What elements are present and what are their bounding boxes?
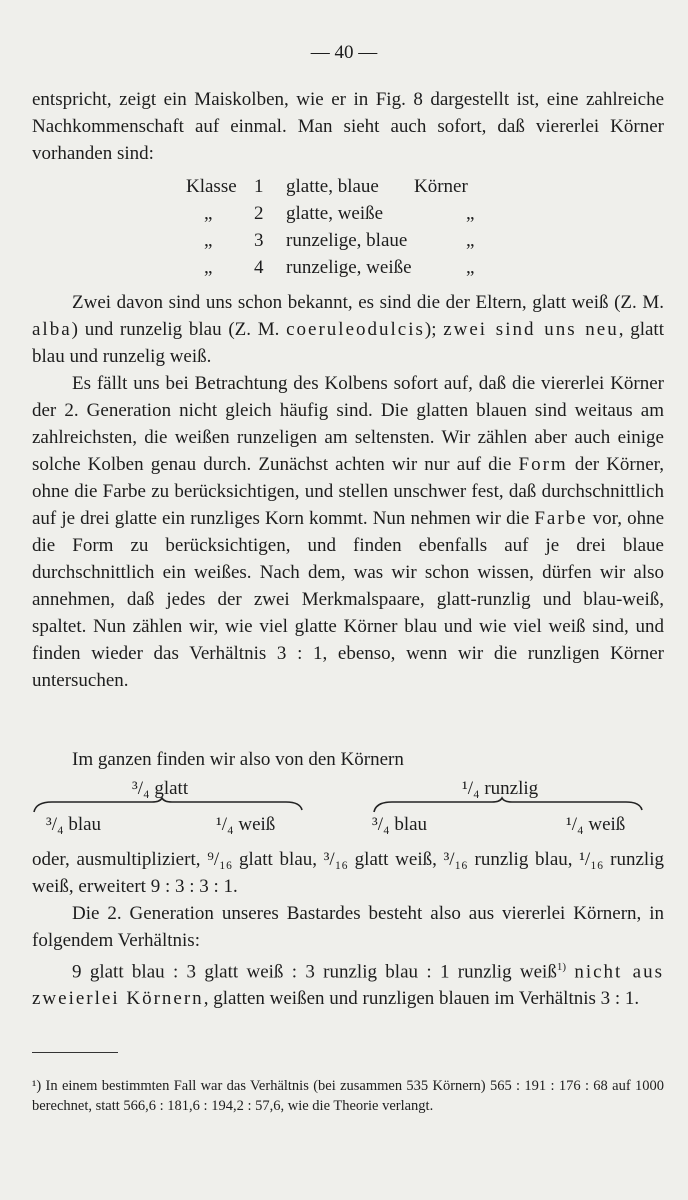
klasse-row [186,200,506,227]
klasse-noun: „ [466,257,475,278]
paragraph-multiplied: oder, ausmultipliziert, ⁹/₁₆ glatt blau, ³/₁₆ glatt weiß, ³/₁₆ runzlig blau, ¹/₁₆ runzlig weiß, erweitert 9 : 3 : 3 : 1. [32,849,664,897]
klasse-number: 1 [254,176,264,197]
klasse-noun: „ [466,230,475,251]
spaced-term: alba [32,319,72,340]
klasse-description: glatte, weiße [286,203,384,224]
footnote-text: In einem bestimmten Fall war das Verhältnis (bei zusammen 535 Körnern) 565 : 191 : 176 : 68 auf 1000 berechnet, statt 566,6 : 181,6 : 194,2 : 57,6, wie die Theorie verlangt. [32,1078,664,1114]
paragraph-counting [32,370,664,694]
klasse-noun: „ [466,203,475,224]
klasse-description: runzelige, weiße [286,257,412,278]
text-run: , glatt blau und runzelig weiß. [32,319,664,367]
klasse-noun: Körner [414,176,468,197]
klasse-list [186,173,506,281]
paragraph-parents [32,289,664,370]
paragraph-generation: Die 2. Generation unseres Bastardes besteht also aus viererlei Körnern, in folgendem Verhältnis: [32,903,664,951]
spaced-term: zwei sind uns neu [443,319,619,340]
spaced-term: Form [518,454,568,475]
spaced-term: Farbe [534,508,588,529]
page-number: — 40 — [310,42,378,63]
scheme-runzlig-blau: ³/₄ blau [372,814,428,835]
klasse-row [186,254,506,281]
footnote-ref: 1) [556,961,567,973]
ratio-scheme [32,778,664,842]
footnote-divider [32,1052,118,1053]
klasse-row [186,173,506,200]
spaced-term: nicht aus zweierlei Körnern [32,961,664,1010]
text-run: , glatten weißen und runzligen blauen im Verhältnis 3 : 1. [203,988,640,1010]
text-run: ); [424,319,444,340]
klasse-label: „ [204,230,213,251]
text-run: vor, ohne die Form zu berücksichtigen, und finden ebenfalls auf je drei blaue durchschnittlich ein weißes. Nach dem, was wir schon wissen, dürfen wir also annehmen, daß jedes der zwei Merkmalspaare, glatt-runzlig und blau-weiß, spaltet. Nun zählen wir, wie viel glatte Körner blau und wie viel weiß sind, und finden wieder das Verhältnis 3 : 1, ebenso, wenn wir die runzligen Körner untersuchen. [32,508,664,691]
footnote-mark: ¹) [32,1078,42,1094]
text-run: der Körner, ohne die Farbe zu berücksichtigen, und stellen unschwer fest, daß durchschnittlich auf je drei glatte ein runzliges Korn kommt. Nun nehmen wir die [32,454,665,529]
text-run: 9 glatt blau : 3 glatt weiß : 3 runzlig blau : 1 runzlig weiß [72,961,557,983]
paragraph-intro: entspricht, zeigt ein Maiskolben, wie er in Fig. 8 dargestellt ist, eine zahlreiche Nachkommenschaft auf einmal. Man sieht auch sofort, daß viererlei Körner vorhanden sind: [32,89,664,164]
text-run: Es fällt uns bei Betrachtung des Kolbens sofort auf, daß die viererlei Körner der 2. Generation nicht gleich häufig sind. Die glatten blauen sind weitaus am zahlreichsten, die weißen runzeligen am seltensten. Wir zählen aber auch einige solche Kolben genau durch. Zunächst achten wir nur auf die [32,373,664,475]
klasse-number: 2 [254,203,264,224]
klasse-description: runzelige, blaue [286,230,408,251]
scheme-glatt-weiss: ¹/₄ weiß [216,814,276,835]
scheme-runzlig-weiss: ¹/₄ weiß [566,814,626,835]
text-run: Zwei davon sind uns schon bekannt, es sind die der Eltern, glatt weiß (Z. M. [72,292,664,313]
paragraph-ratio [32,954,664,1012]
brace-lines [32,778,664,818]
scheme-glatt: ³/₄ glatt [132,778,189,799]
spaced-term: coeruleodulcis [286,319,425,340]
klasse-label: Klasse [186,176,237,197]
scheme-glatt-blau: ³/₄ blau [46,814,102,835]
klasse-row [186,227,506,254]
footnote [32,1076,664,1116]
text-run: ) und runzelig blau (Z. M. [71,319,287,340]
klasse-number: 4 [254,257,264,278]
klasse-description: glatte, blaue [286,176,379,197]
klasse-label: „ [204,203,213,224]
scheme-runzlig: ¹/₄ runzlig [462,778,539,799]
klasse-number: 3 [254,230,264,251]
klasse-label: „ [204,257,213,278]
paragraph-summary-intro: Im ganzen finden wir also von den Körnern [72,749,404,770]
